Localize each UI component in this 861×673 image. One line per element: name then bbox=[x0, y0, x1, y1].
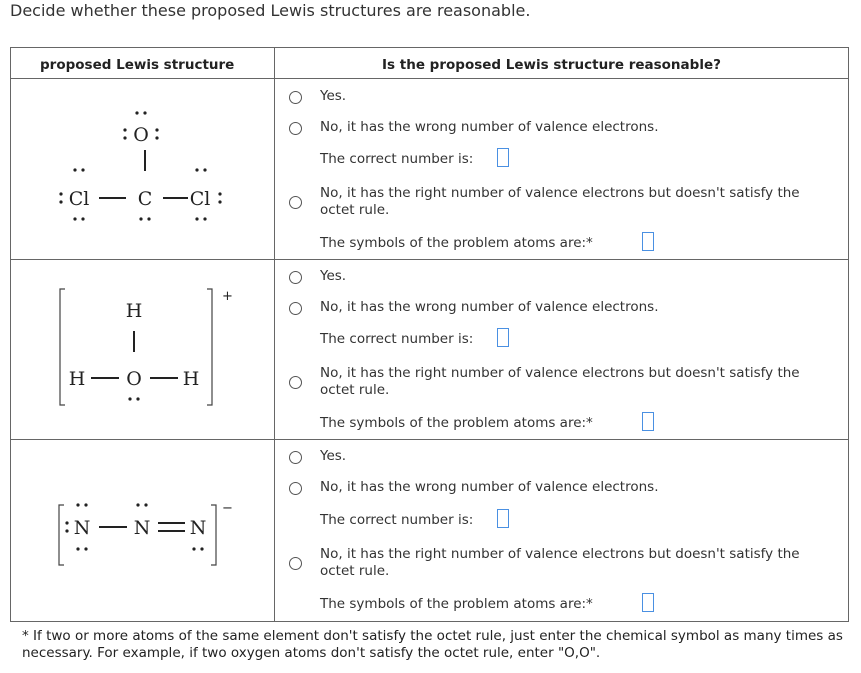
lone-pair-dot bbox=[203, 217, 206, 220]
lone-pair-dot bbox=[65, 529, 68, 532]
correct-number-input-3[interactable] bbox=[497, 509, 509, 528]
atom-center: N bbox=[133, 517, 151, 539]
symbols-label-2: The symbols of the problem atoms are:* bbox=[320, 415, 593, 431]
atom-left: H bbox=[68, 368, 86, 390]
lone-pair-dot bbox=[136, 397, 139, 400]
left-bracket bbox=[60, 289, 65, 405]
option-label: Yes. bbox=[320, 88, 347, 104]
lone-pair-dot bbox=[203, 168, 206, 171]
radio-wrong-valence-3[interactable] bbox=[289, 482, 302, 495]
option-label: octet rule. bbox=[320, 563, 390, 579]
atom-center: C bbox=[137, 188, 153, 210]
lone-pair-dot bbox=[59, 200, 62, 203]
symbols-input-2[interactable] bbox=[642, 412, 654, 431]
lone-pair-dot bbox=[195, 217, 198, 220]
radio-yes-2[interactable] bbox=[289, 271, 302, 284]
option-label: octet rule. bbox=[320, 382, 390, 398]
atom-center: O bbox=[126, 368, 142, 390]
lone-pair-dot bbox=[192, 547, 195, 550]
lone-pair-dot bbox=[136, 503, 139, 506]
lone-pair-dot bbox=[218, 192, 221, 195]
lone-pair-dot bbox=[76, 547, 79, 550]
option-label: Yes. bbox=[320, 448, 347, 464]
lone-pair-dot bbox=[123, 128, 126, 131]
option-label: No, it has the wrong number of valence electrons. bbox=[320, 119, 659, 135]
lone-pair-dot bbox=[81, 168, 84, 171]
atom-right: Cl bbox=[189, 188, 211, 210]
lone-pair-dot bbox=[135, 111, 138, 114]
option-label: Yes. bbox=[320, 268, 347, 284]
lone-pair-dot bbox=[84, 503, 87, 506]
lone-pair-dot bbox=[65, 521, 68, 524]
ion-charge: + bbox=[222, 289, 233, 304]
lone-pair-dot bbox=[144, 503, 147, 506]
footnote: * If two or more atoms of the same element don't satisfy the octet rule, just enter the chemical symbol as many times as necessary. For example, if two oxygen atoms don't satisfy the octet rule, enter "O,O". bbox=[22, 628, 843, 661]
lewis-structure-2 bbox=[11, 260, 274, 439]
radio-octet-3[interactable] bbox=[289, 557, 302, 570]
symbols-input-1[interactable] bbox=[642, 232, 654, 251]
correct-number-label-2: The correct number is: bbox=[320, 331, 474, 347]
column-header-reasonable: Is the proposed Lewis structure reasonable? bbox=[382, 57, 721, 73]
radio-yes-3[interactable] bbox=[289, 451, 302, 464]
radio-octet-1[interactable] bbox=[289, 196, 302, 209]
lewis-structure-3 bbox=[11, 440, 274, 621]
option-label: octet rule. bbox=[320, 202, 390, 218]
lewis-structure-1 bbox=[11, 79, 274, 259]
atom-top: O bbox=[133, 124, 149, 146]
lone-pair-dot bbox=[195, 168, 198, 171]
atom-left: N bbox=[73, 517, 91, 539]
radio-octet-2[interactable] bbox=[289, 376, 302, 389]
lone-pair-dot bbox=[155, 128, 158, 131]
lone-pair-dot bbox=[155, 136, 158, 139]
lone-pair-dot bbox=[73, 168, 76, 171]
ion-charge: − bbox=[222, 501, 233, 516]
lone-pair-dot bbox=[59, 192, 62, 195]
lone-pair-dot bbox=[139, 217, 142, 220]
lone-pair-dot bbox=[81, 217, 84, 220]
lone-pair-dot bbox=[76, 503, 79, 506]
lone-pair-dot bbox=[84, 547, 87, 550]
column-divider bbox=[274, 47, 275, 622]
correct-number-input-1[interactable] bbox=[497, 148, 509, 167]
option-label: No, it has the right number of valence electrons but doesn't satisfy the bbox=[320, 365, 800, 381]
option-label: No, it has the wrong number of valence electrons. bbox=[320, 299, 659, 315]
lone-pair-dot bbox=[128, 397, 131, 400]
correct-number-label-1: The correct number is: bbox=[320, 151, 474, 167]
radio-wrong-valence-1[interactable] bbox=[289, 122, 302, 135]
lone-pair-dot bbox=[143, 111, 146, 114]
prompt-text: Decide whether these proposed Lewis structures are reasonable. bbox=[10, 1, 531, 20]
option-label: No, it has the right number of valence electrons but doesn't satisfy the bbox=[320, 546, 800, 562]
radio-wrong-valence-2[interactable] bbox=[289, 302, 302, 315]
atom-left: Cl bbox=[68, 188, 90, 210]
lone-pair-dot bbox=[73, 217, 76, 220]
option-label: No, it has the wrong number of valence electrons. bbox=[320, 479, 659, 495]
lone-pair-dot bbox=[200, 547, 203, 550]
column-header-structure: proposed Lewis structure bbox=[40, 57, 235, 73]
atom-right: H bbox=[182, 368, 200, 390]
radio-yes-1[interactable] bbox=[289, 91, 302, 104]
lone-pair-dot bbox=[147, 217, 150, 220]
atom-right: N bbox=[189, 517, 207, 539]
lone-pair-dot bbox=[218, 200, 221, 203]
lone-pair-dot bbox=[123, 136, 126, 139]
correct-number-input-2[interactable] bbox=[497, 328, 509, 347]
correct-number-label-3: The correct number is: bbox=[320, 512, 474, 528]
symbols-label-1: The symbols of the problem atoms are:* bbox=[320, 235, 593, 251]
symbols-label-3: The symbols of the problem atoms are:* bbox=[320, 596, 593, 612]
symbols-input-3[interactable] bbox=[642, 593, 654, 612]
left-bracket bbox=[59, 505, 64, 565]
right-bracket bbox=[207, 289, 212, 405]
option-label: No, it has the right number of valence electrons but doesn't satisfy the bbox=[320, 185, 800, 201]
atom-top: H bbox=[125, 300, 143, 322]
right-bracket bbox=[211, 505, 216, 565]
